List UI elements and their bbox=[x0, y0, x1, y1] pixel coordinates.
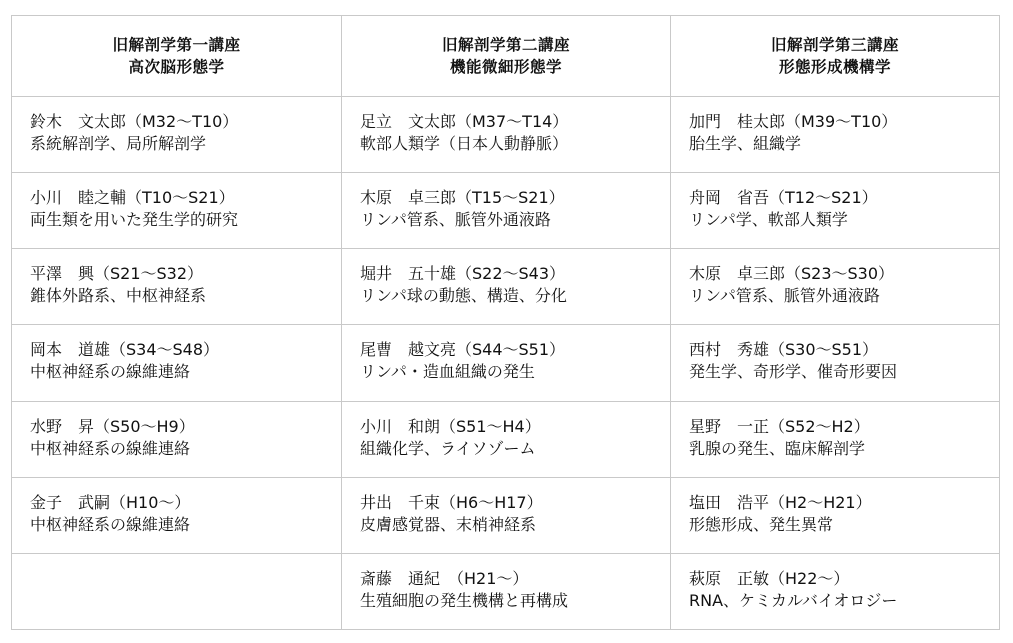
table-row bbox=[12, 477, 1000, 553]
header-title: 旧解剖学第一講座 bbox=[112, 36, 241, 54]
professor-name: 尾曹 越文亮（S44～S51） bbox=[360, 340, 566, 360]
table-cell bbox=[671, 477, 1000, 553]
table-cell bbox=[12, 325, 342, 401]
research-topic: 皮膚感覚器、末梢神経系 bbox=[360, 514, 537, 534]
professor-name: 岡本 道雄（S34～S48） bbox=[30, 340, 220, 360]
table-cell bbox=[12, 477, 342, 553]
professor-name: 小川 睦之輔（T10～S21） bbox=[30, 188, 235, 208]
research-topic: リンパ管系、脈管外通液路 bbox=[360, 210, 551, 230]
research-topic: 錐体外路系、中枢神経系 bbox=[30, 286, 207, 306]
table-cell bbox=[671, 97, 1000, 173]
table-body bbox=[12, 97, 1000, 630]
table-cell bbox=[671, 173, 1000, 249]
research-topic: 生殖細胞の発生機構と再構成 bbox=[360, 590, 569, 610]
table-row bbox=[12, 401, 1000, 477]
header-first-department bbox=[12, 16, 342, 97]
header-subtitle: 高次脳形態学 bbox=[128, 58, 225, 76]
table-cell bbox=[12, 401, 342, 477]
research-topic: リンパ球の動態、構造、分化 bbox=[360, 286, 567, 306]
table-cell bbox=[342, 173, 671, 249]
professor-name: 金子 武嗣（H10～） bbox=[30, 492, 191, 512]
research-topic: 形態形成、発生異常 bbox=[689, 514, 834, 534]
header-title: 旧解剖学第三講座 bbox=[770, 36, 899, 54]
table-cell bbox=[671, 553, 1000, 629]
research-topic: RNA、ケミカルバイオロジー bbox=[689, 590, 898, 610]
table-cell bbox=[342, 325, 671, 401]
professor-name: 星野 一正（S52～H2） bbox=[689, 416, 870, 436]
research-topic: 中枢神経系の線維連絡 bbox=[30, 514, 191, 534]
table-cell bbox=[342, 401, 671, 477]
research-topic: 乳腺の発生、臨床解剖学 bbox=[689, 438, 866, 458]
professor-name: 鈴木 文太郎（M32～T10） bbox=[30, 112, 239, 131]
research-topic: リンパ学、軟部人類学 bbox=[689, 210, 848, 230]
table-cell bbox=[12, 249, 342, 325]
header-second-department bbox=[342, 16, 671, 97]
professor-name: 水野 昇（S50～H9） bbox=[30, 416, 195, 436]
professor-name: 足立 文太郎（M37～T14） bbox=[360, 112, 569, 131]
table-header bbox=[12, 16, 1000, 97]
table-row bbox=[12, 553, 1000, 629]
table-cell bbox=[12, 97, 342, 173]
table-row bbox=[12, 249, 1000, 325]
table-cell bbox=[12, 173, 342, 249]
research-topic: 発生学、奇形学、催奇形要因 bbox=[689, 362, 898, 382]
table-cell bbox=[671, 325, 1000, 401]
research-topic: リンパ・造血組織の発生 bbox=[360, 362, 535, 382]
research-topic: 系統解剖学、局所解剖学 bbox=[30, 134, 207, 153]
professor-name: 木原 卓三郎（T15～S21） bbox=[360, 188, 565, 208]
professor-name: 塩田 浩平（H2～H21） bbox=[689, 492, 872, 512]
table-cell bbox=[342, 477, 671, 553]
table-row bbox=[12, 173, 1000, 249]
table-cell bbox=[671, 249, 1000, 325]
professor-name: 木原 卓三郎（S23～S30） bbox=[689, 264, 895, 284]
research-topic: 軟部人類学（日本人動静脈） bbox=[360, 134, 569, 153]
table-row bbox=[12, 97, 1000, 173]
header-row bbox=[12, 16, 1000, 97]
table-cell bbox=[342, 97, 671, 173]
professor-name: 萩原 正敏（H22～） bbox=[689, 568, 850, 588]
header-title: 旧解剖学第二講座 bbox=[441, 36, 570, 54]
table-cell bbox=[342, 553, 671, 629]
research-topic: 両生類を用いた発生学的研究 bbox=[30, 210, 239, 230]
header-third-department bbox=[671, 16, 1000, 97]
table-cell bbox=[342, 249, 671, 325]
professor-name: 井出 千束（H6～H17） bbox=[360, 492, 543, 512]
professor-name: 斎藤 通紀 （H21～） bbox=[360, 568, 529, 588]
professor-name: 堀井 五十雄（S22～S43） bbox=[360, 264, 566, 284]
professor-name: 舟岡 省吾（T12～S21） bbox=[689, 188, 878, 208]
research-topic: 胎生学、組織学 bbox=[689, 134, 802, 153]
professor-name: 西村 秀雄（S30～S51） bbox=[689, 340, 879, 360]
header-subtitle: 機能微細形態学 bbox=[449, 58, 562, 76]
lineage-table bbox=[11, 15, 1000, 630]
research-topic: 組織化学、ライソゾーム bbox=[360, 438, 536, 458]
research-topic: リンパ管系、脈管外通液路 bbox=[689, 286, 880, 306]
professor-name: 平澤 興（S21～S32） bbox=[30, 264, 204, 284]
header-subtitle: 形態形成機構学 bbox=[778, 58, 891, 76]
professor-name: 加門 桂太郎（M39～T10） bbox=[689, 112, 898, 131]
table-cell bbox=[671, 401, 1000, 477]
research-topic: 中枢神経系の線維連絡 bbox=[30, 438, 191, 458]
professor-name: 小川 和朗（S51～H4） bbox=[360, 416, 541, 436]
empty-cell bbox=[12, 553, 342, 629]
research-topic: 中枢神経系の線維連絡 bbox=[30, 362, 191, 382]
table-row bbox=[12, 325, 1000, 401]
